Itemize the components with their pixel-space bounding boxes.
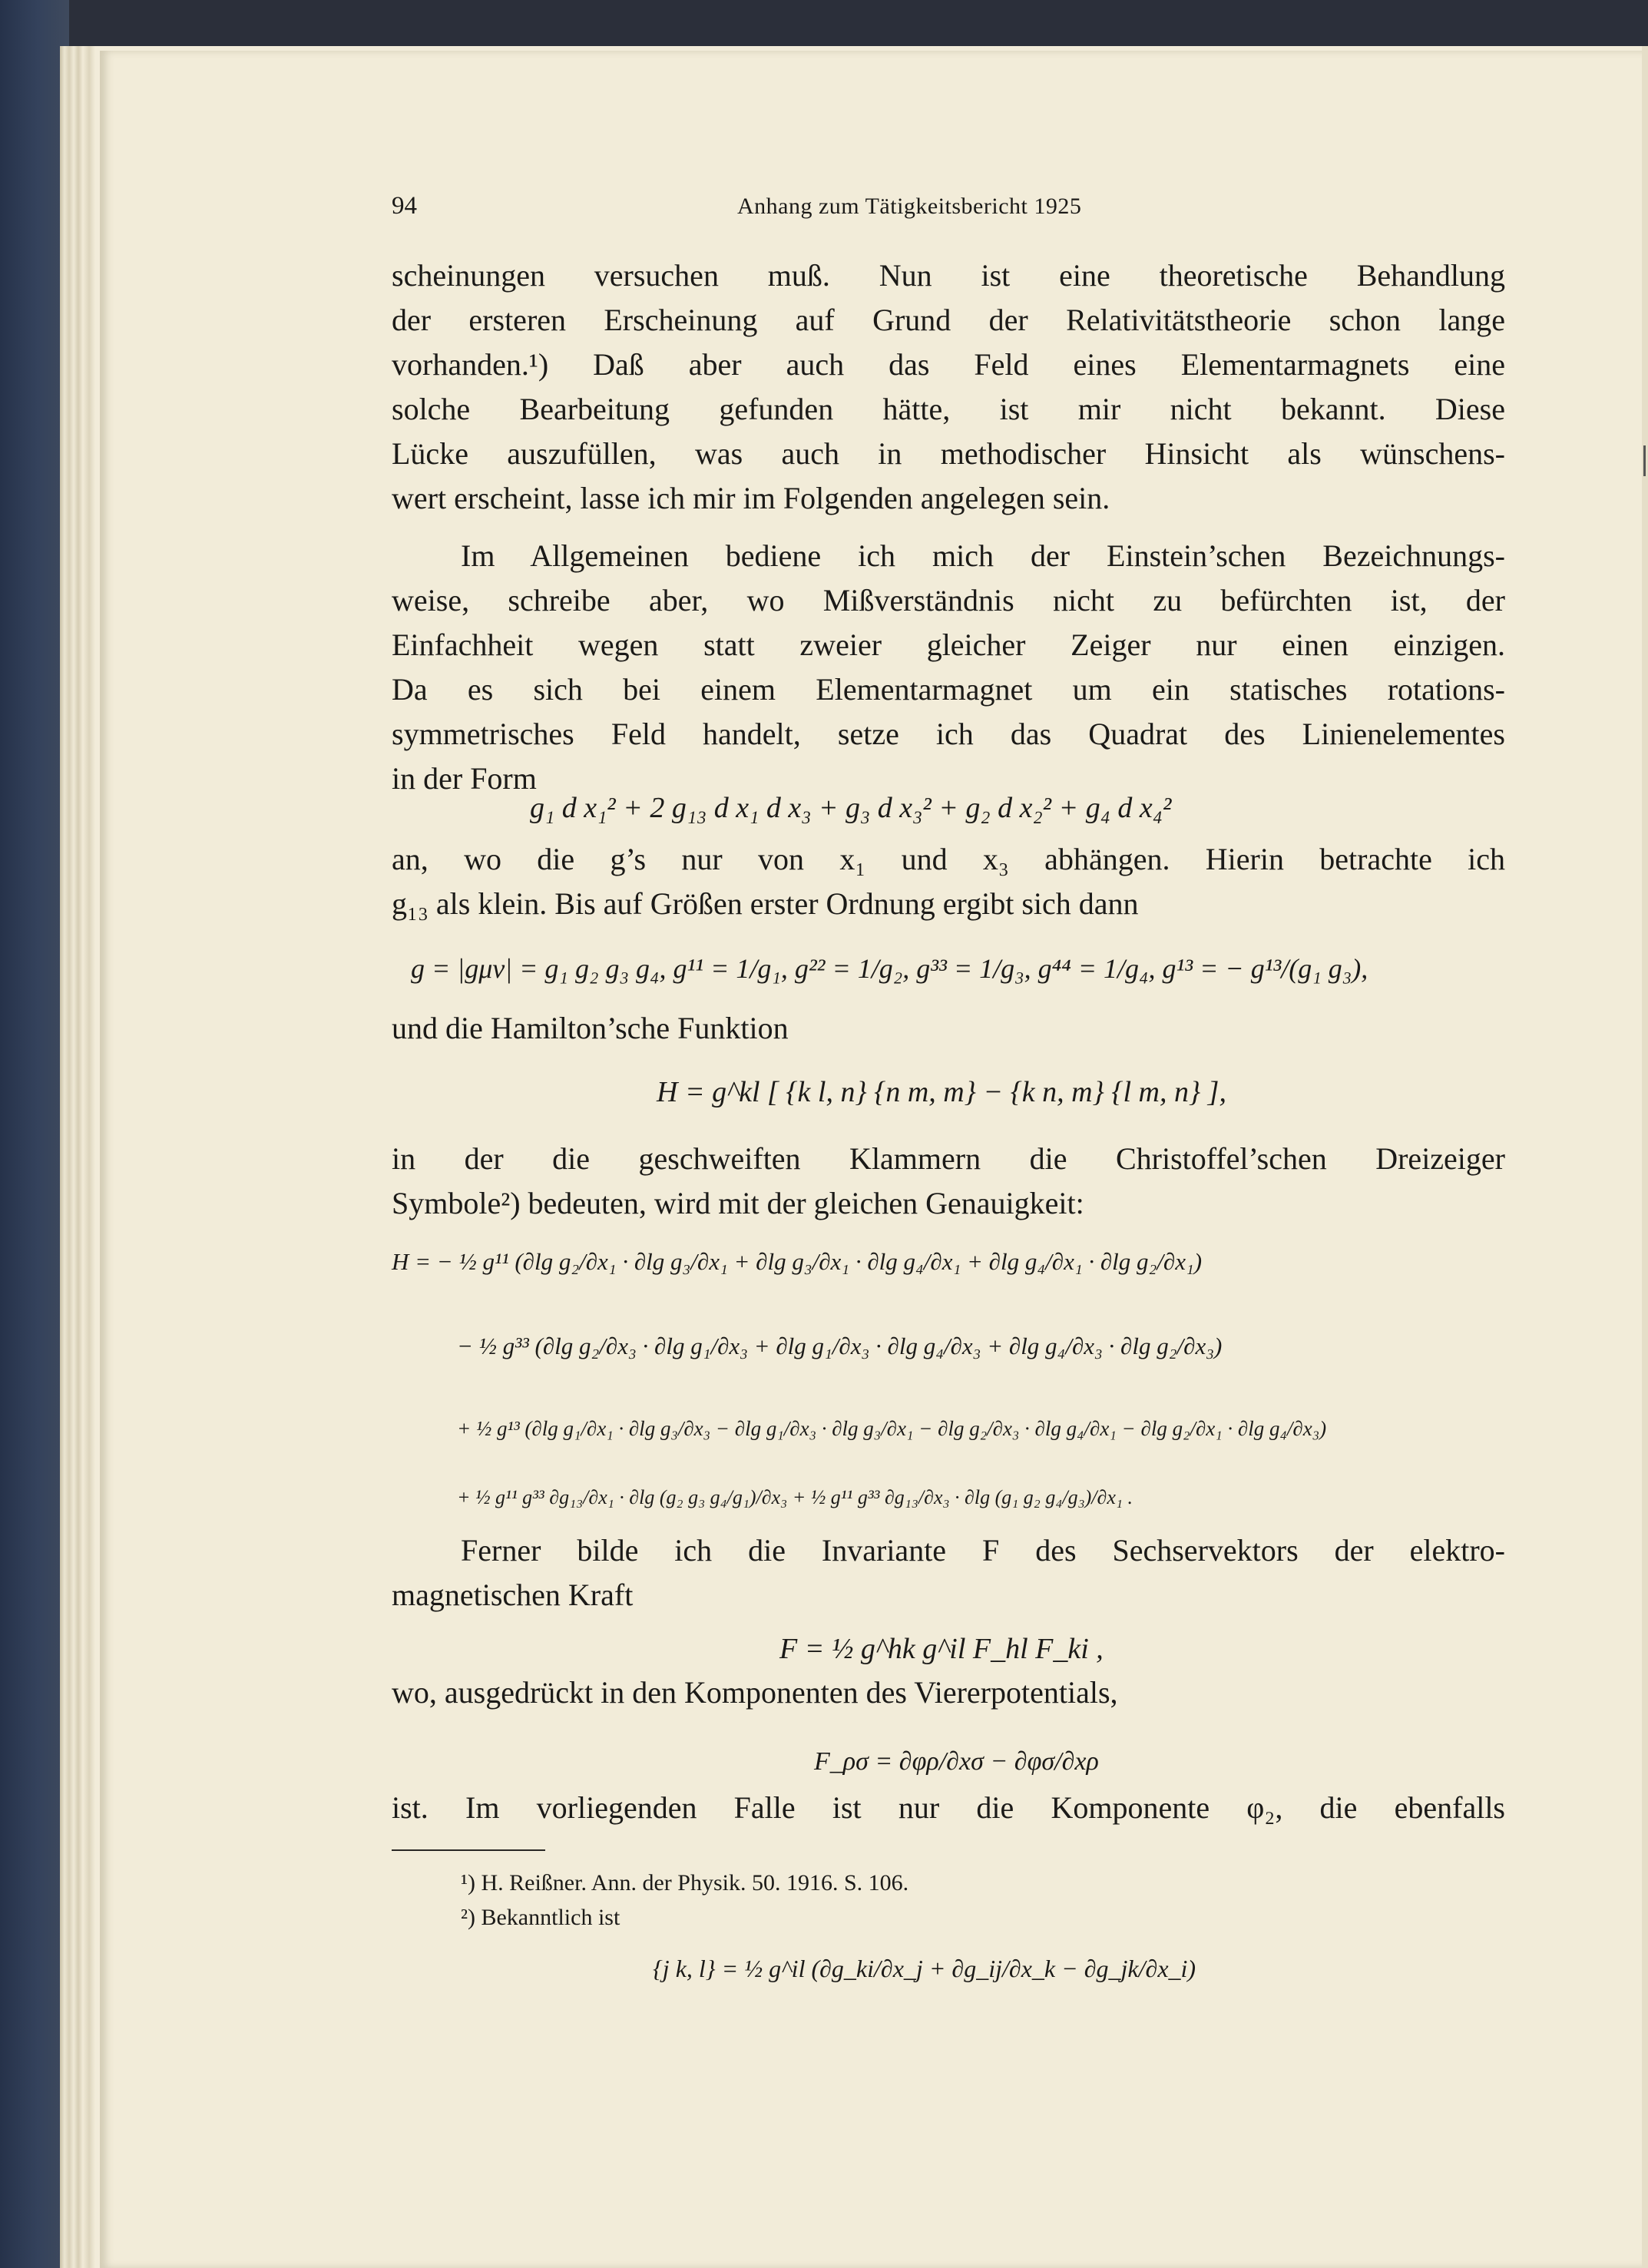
text-line: wo, ausgedrückt in den Komponenten des Viererpotentials, xyxy=(392,1675,1118,1710)
equation-line: − ½ g³³ (∂lg g₂/∂x₃ · ∂lg g₁/∂x₃ + ∂lg g₁/∂x₃ · ∂lg g₄/∂x₃ + ∂lg g₄/∂x₃ · ∂lg g₂/∂x₃) xyxy=(457,1333,1223,1359)
text-line: weise, schreibe aber, wo Mißverständnis nicht zu befürchten ist, der xyxy=(392,583,1505,617)
page-mark xyxy=(1643,445,1646,476)
text-line: ist. Im vorliegenden Falle ist nur die Komponente φ₂, die ebenfalls xyxy=(392,1790,1505,1825)
paragraph-4 xyxy=(392,1006,1505,1051)
footnote-2: ²) Bekanntlich ist xyxy=(461,1905,620,1930)
paragraph-1 xyxy=(392,253,1505,521)
text-line: an, wo die g’s nur von x₁ und x₃ abhängen. Hierin betrachte ich xyxy=(392,842,1505,876)
equation-field: F_ρσ = ∂φρ/∂xσ − ∂φσ/∂xρ xyxy=(814,1747,1099,1776)
text-line: g₁₃ als klein. Bis auf Größen erster Ordnung ergibt sich dann xyxy=(392,886,1139,921)
running-title: Anhang zum Tätigkeitsbericht 1925 xyxy=(737,194,1082,219)
book-binding xyxy=(0,0,69,2268)
text-line: wert erscheint, lasse ich mir im Folgenden angelegen sein. xyxy=(392,481,1110,515)
paragraph-3 xyxy=(392,837,1505,926)
page-number: 94 xyxy=(392,192,417,220)
text-line: magnetischen Kraft xyxy=(392,1578,634,1612)
text-line: in der Form xyxy=(392,761,537,796)
text-line: der ersteren Erscheinung auf Grund der Relativitätstheorie schon lange xyxy=(392,303,1505,337)
text-line: solche Bearbeitung gefunden hätte, ist mir nicht bekannt. Diese xyxy=(392,392,1505,426)
equation-line: + ½ g¹¹ g³³ ∂g₁₃/∂x₁ · ∂lg (g₂ g₃ g₄/g₁)/∂x₃ + ½ g¹¹ g³³ ∂g₁₃/∂x₃ · ∂lg (g₁ g₂ g₄/g₃)/∂x₁ . xyxy=(457,1486,1133,1508)
footnote-1: ¹) H. Reißner. Ann. der Physik. 50. 1916. S. 106. xyxy=(461,1870,909,1896)
text-line: vorhanden.¹) Daß aber auch das Feld eines Elementarmagnets eine xyxy=(392,347,1505,382)
text-line: Einfachheit wegen statt zweier gleicher Zeiger nur einen einzigen. xyxy=(392,627,1505,662)
equation-line-element: g₁ d x₁² + 2 g₁₃ d x₁ d x₃ + g₃ d x₃² + g₂ d x₂² + g₄ d x₄² xyxy=(530,792,1172,824)
text-line: scheinungen versuchen muß. Nun ist eine theoretische Behandlung xyxy=(392,258,1505,293)
paragraph-7 xyxy=(392,1670,1505,1715)
text-line: Lücke auszufüllen, was auch in methodischer Hinsicht als wünschens- xyxy=(392,436,1505,471)
page-header xyxy=(392,192,1497,223)
paragraph-6 xyxy=(392,1528,1505,1617)
text-line: Symbole²) bedeuten, wird mit der gleichen Genauigkeit: xyxy=(392,1186,1084,1220)
paragraph-2 xyxy=(392,534,1505,801)
footnote-2-equation: {j k, l} = ½ g^il (∂g_ki/∂x_j + ∂g_ij/∂x_k − ∂g_jk/∂x_i) xyxy=(653,1955,1196,1982)
text-line: in der die geschweiften Klammern die Christoffel’schen Dreizeiger xyxy=(392,1141,1505,1176)
text-line: Da es sich bei einem Elementarmagnet um ein statisches rotations- xyxy=(392,672,1505,707)
text-line: Ferner bilde ich die Invariante F des Sechservektors der elektro- xyxy=(461,1533,1505,1568)
text-line: symmetrisches Feld handelt, setze ich das Quadrat des Linienelementes xyxy=(392,717,1505,751)
equation-invariant: F = ½ g^hk g^il F_hl F_ki , xyxy=(779,1633,1104,1665)
equation-line: + ½ g¹³ (∂lg g₁/∂x₁ · ∂lg g₃/∂x₃ − ∂lg g₁/∂x₃ · ∂lg g₃/∂x₁ − ∂lg g₂/∂x₃ · ∂lg g₄/∂x₁ − ∂lg g₂/∂x₁ · ∂lg g₄/∂x₃) xyxy=(457,1417,1327,1440)
footnote-rule xyxy=(392,1849,545,1851)
text-line: und die Hamilton’sche Funktion xyxy=(392,1011,789,1045)
page-right-edge xyxy=(1642,46,1648,2268)
equation-line: H = − ½ g¹¹ (∂lg g₂/∂x₁ · ∂lg g₃/∂x₁ + ∂lg g₃/∂x₁ · ∂lg g₄/∂x₁ + ∂lg g₄/∂x₁ · ∂lg g₂/∂x₁) xyxy=(392,1248,1203,1275)
text-line: Im Allgemeinen bediene ich mich der Einstein’schen Bezeichnungs- xyxy=(461,538,1505,573)
paragraph-5 xyxy=(392,1137,1505,1226)
equation-determinant: g = |gμν| = g₁ g₂ g₃ g₄, g¹¹ = 1/g₁, g²² = 1/g₂, g³³ = 1/g₃, g⁴⁴ = 1/g₄, g¹³ = − g¹³/(g₁ g₃), xyxy=(411,953,1368,984)
paragraph-8 xyxy=(392,1786,1505,1830)
equation-hamilton: H = g^kl [ {k l, n} {n m, m} − {k n, m} {l m, n} ], xyxy=(657,1076,1226,1108)
